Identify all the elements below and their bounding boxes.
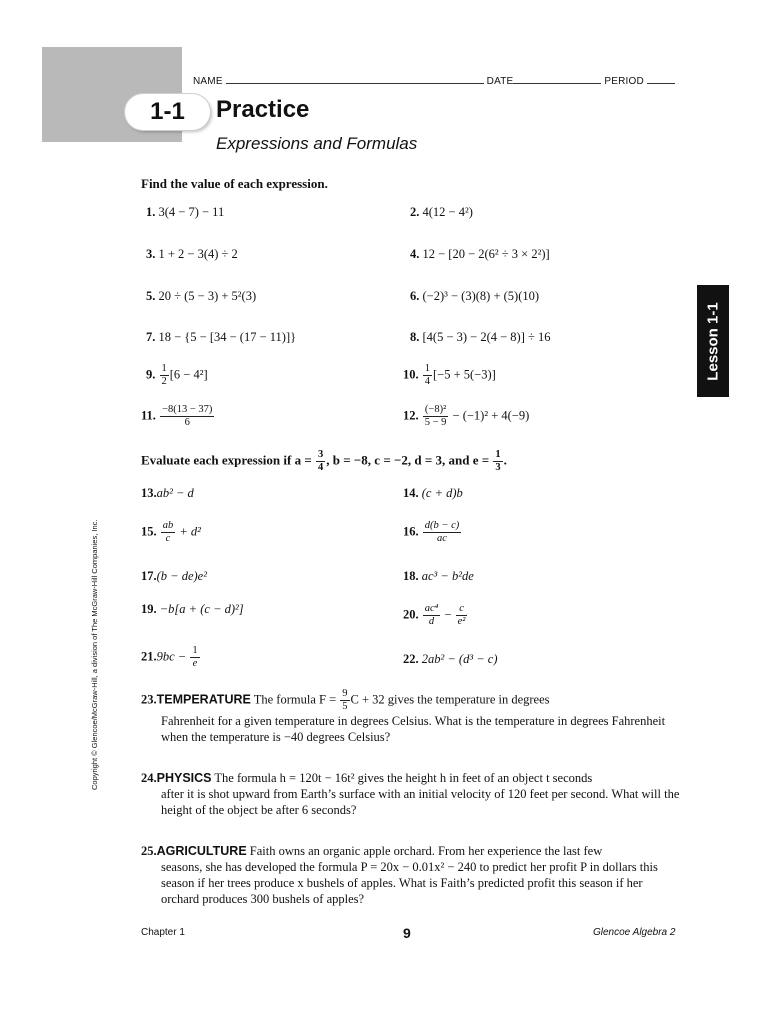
problem-16: 16. $\frac{d(b - c)}{ac}$: [403, 520, 460, 545]
problem-20: 20. $\frac{\text{ac⁴}}{d}$ − $\frac{c}{\text{e²}}$: [403, 603, 466, 628]
problem-14: 14. (c + d)b: [403, 486, 463, 500]
problem-25: 25.AGRICULTURE Faith owns an organic apple orchard. From her experience the last few seasons, she has developed the formula P = 20x − 0.01x² − 240 to predict her profit P in dollars this season if her trees produce x bushels of apples. What is Faith’s predicted profit this season if her orchard produces 300 bushels of apples?: [141, 844, 658, 906]
problem-19: 19. −b[a + (c − d)²]: [141, 602, 244, 616]
problem-11: 11. $\frac{-8(13 - 37)}{6}$: [141, 404, 213, 429]
problem-23: 23.TEMPERATURE The formula F = $\frac{9}{5}$ C + 32 gives the temperature in degrees Fahrenheit for a given temperature in degrees Celsius. What is the temperature in degrees Fahrenheit when the temperature is −40 degrees Celsius?: [141, 688, 666, 745]
problem-12: 12. $\frac{\text{(−8)²}}{5 - 9}$ − (−1)² + 4(−9): [403, 404, 530, 429]
problem-18: 18. ac³ − b²de: [403, 569, 474, 583]
period-blank: [647, 74, 675, 84]
date-label: DATE: [486, 76, 514, 87]
footer-book-title: Glencoe Algebra 2: [593, 927, 676, 938]
problem-6: 6. (−2)³ − (3)(8) + (5)(10): [410, 289, 540, 303]
problem-22: 22. 2ab² − (d³ − c): [403, 652, 498, 666]
problem-17: 17.(b − de)e²: [141, 569, 207, 583]
lesson-side-tab: [697, 285, 729, 397]
problem-1: 1. 3(4 − 7) − 11: [146, 205, 225, 219]
problem-21: 21.9bc − $\frac{1}{e}$: [141, 645, 198, 670]
problem-10: 10. $\frac{1}{4}$ [−5 + 5(−3)]: [403, 363, 496, 388]
problem-9: 9. $\frac{1}{2}$ [6 − 4²]: [146, 363, 208, 388]
date-blank: [513, 74, 601, 84]
problem-25-heading: AGRICULTURE: [156, 844, 247, 858]
problem-23-heading: TEMPERATURE: [156, 692, 251, 707]
footer-chapter: Chapter 1: [141, 927, 185, 938]
problem-2: 2. 4(12 − 4²): [410, 205, 473, 219]
period-label: PERIOD: [604, 76, 644, 87]
footer-page-number: 9: [403, 925, 411, 941]
name-label: NAME: [193, 76, 223, 87]
problem-24: 24.PHYSICS The formula h = 120t − 16t² gives the height h in feet of an object t seconds after it is shot upward from Earth’s surface with an initial velocity of 120 feet per second. What will the height of the object be after 6 seconds?: [141, 771, 680, 817]
copyright-notice: Copyright © Glencoe/McGraw-Hill, a division of The McGraw-Hill Companies, Inc.: [90, 519, 99, 790]
name-date-period-line: [193, 74, 675, 87]
section1-instruction: Find the value of each expression.: [141, 176, 328, 191]
problem-7: 7. 18 − {5 − [34 − (17 − 11)]}: [146, 330, 297, 344]
page-subtitle: Expressions and Formulas: [216, 134, 418, 153]
problem-8: 8. [4(5 − 3) − 2(4 − 8)] ÷ 16: [410, 330, 551, 344]
side-tab-label: Lesson 1-1: [704, 301, 722, 381]
problem-15: 15. $\frac{ab}{c}$ + d²: [141, 520, 201, 545]
section2-instruction: Evaluate each expression if a = $\frac{3}{4}$ , b = −8, c = −2, d = 3, and e = $\frac{1}{3}$ .: [141, 449, 507, 474]
problem-3: 3. 1 + 2 − 3(4) ÷ 2: [146, 247, 238, 261]
page-title: Practice: [216, 96, 310, 123]
problem-5: 5. 20 ÷ (5 − 3) + 5²(3): [146, 289, 257, 303]
problem-13: 13.ab² − d: [141, 486, 194, 500]
problem-4: 4. 12 − [20 − 2(6² ÷ 3 × 2²)]: [410, 247, 550, 261]
problem-24-heading: PHYSICS: [156, 771, 212, 785]
name-blank: [226, 74, 484, 84]
lesson-badge: 1-1: [125, 94, 210, 130]
